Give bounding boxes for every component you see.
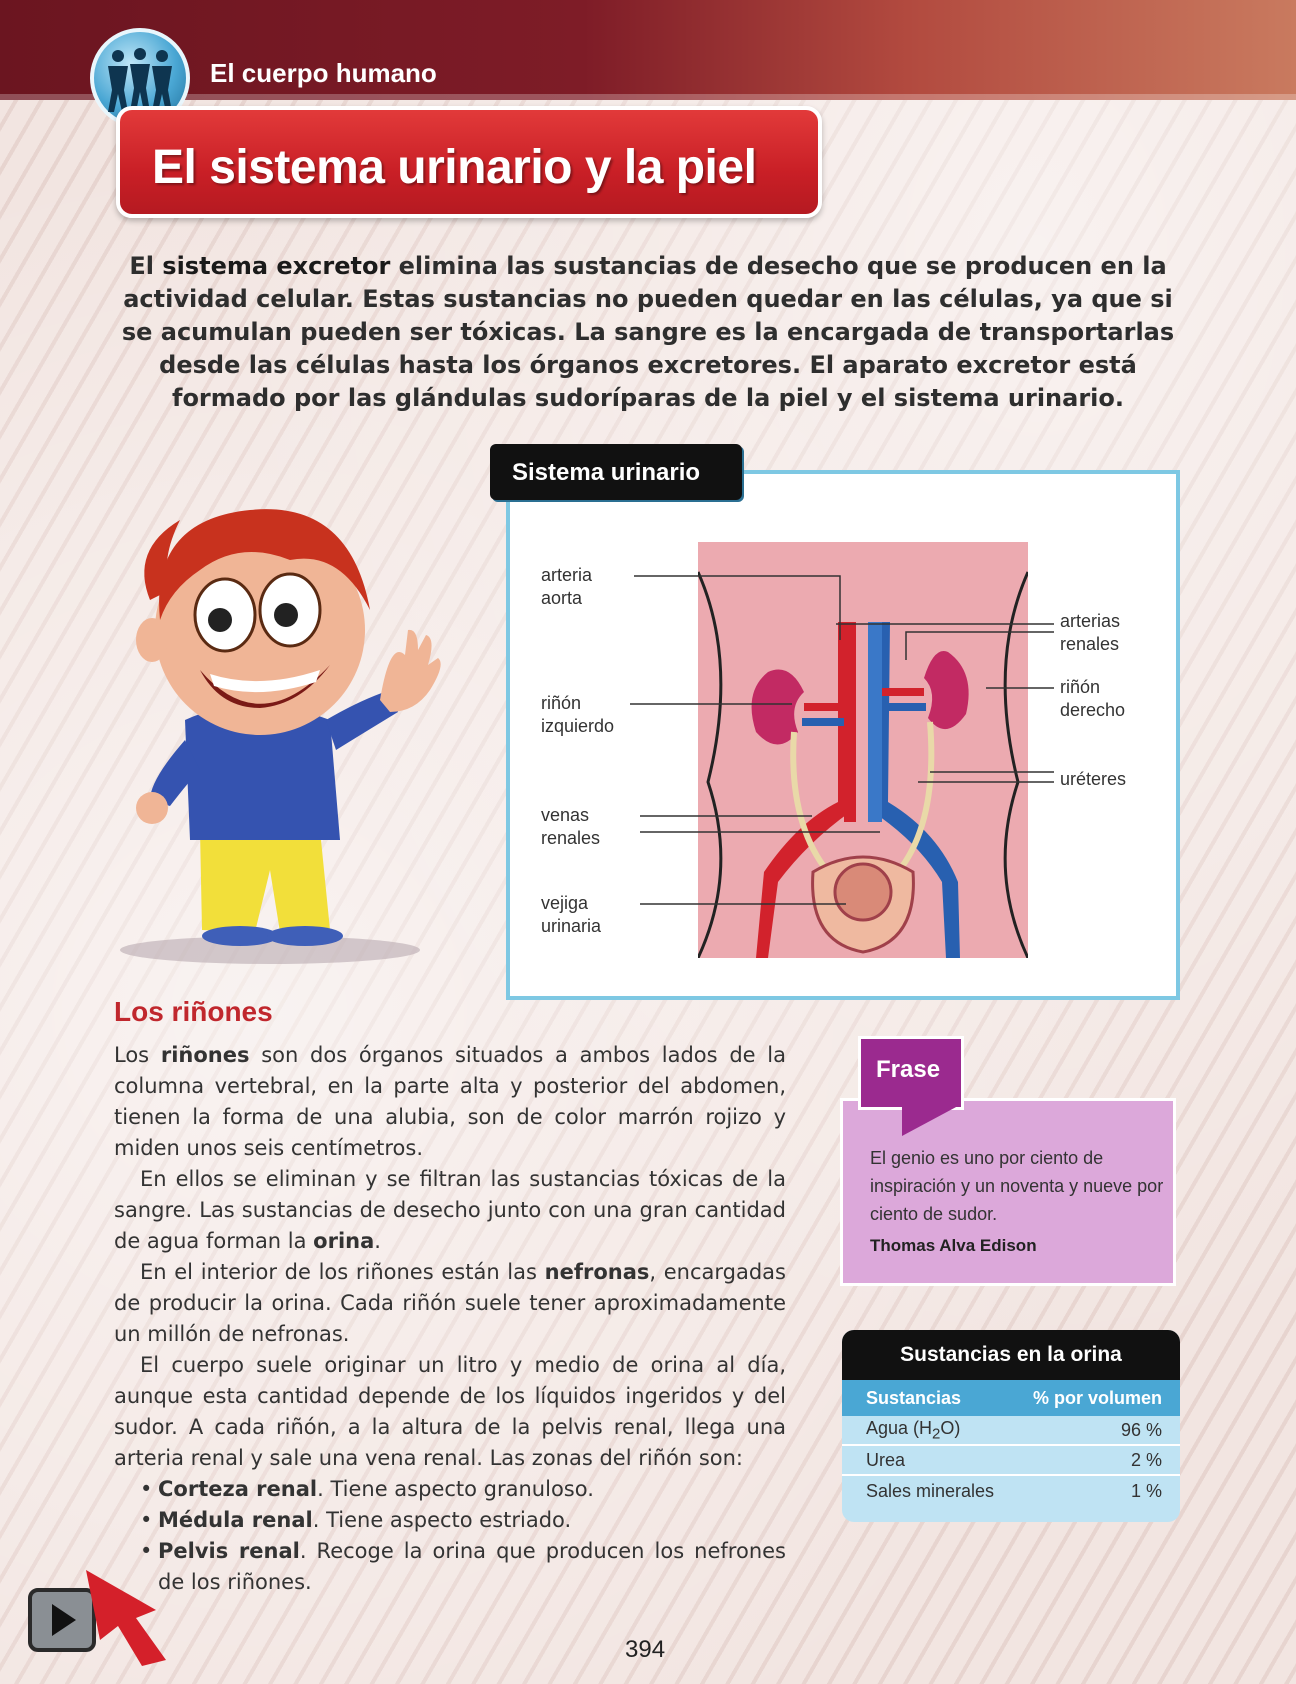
anatomy-illustration [698, 542, 1028, 958]
kidneys-heading: Los riñones [114, 996, 273, 1027]
table-row: Agua $(H_2O)$ 96 % [842, 1416, 1180, 1446]
table-row: Urea 2 % [842, 1446, 1180, 1476]
label-aorta: arteria aorta [541, 565, 593, 608]
intro-paragraph: El sistema excretor elimina las sustancias de desecho que se producen en la actividad celular. Estas sustancias no pueden quedar en las células, ya que si se acumulan pueden ser tóxicas. La sangre es la encargada de transportarlas desde las células hasta los órganos excretores. El aparato excretor está formado por las glándulas sudoríparas de la piel y el sistema urinario. [121, 252, 1175, 412]
kidneys-paragraph-4: El cuerpo suele originar un litro y medio de orina al día, aunque esta cantidad depende de los líquidos ingeridos y del sudor. A cada riñón, a la altura de la pelvis renal, llega una arteria renal y sale una vena renal. Las zonas del riñón son: [114, 1353, 786, 1470]
header-bar [0, 0, 1296, 100]
table-header [842, 1380, 1180, 1416]
list-item: • Pelvis renal. Recoge la orina que producen los nefrones de los riñones. [140, 1536, 786, 1598]
page-number: 394 [625, 1636, 666, 1663]
label-renal-veins: venas renales [541, 805, 601, 848]
quote-tab-pointer [902, 1106, 958, 1136]
label-right-kidney: riñón derecho [1060, 677, 1126, 720]
list-item: • Corteza renal. Tiene aspecto granuloso. [140, 1474, 786, 1505]
label-left-kidney: riñón izquierdo [541, 693, 615, 736]
cartoon-boy-illustration [90, 450, 450, 970]
table-col-volume: % por volumen [1032, 1387, 1162, 1408]
table-col-substances: Sustancias [866, 1387, 962, 1408]
label-renal-arteries: arterias renales [1060, 611, 1121, 654]
kidneys-paragraph-1: Los riñones son dos órganos situados a ambos lados de la columna vertebral, en la parte alta y posterior del abdomen, tienen la forma de una alubia, son de color marrón rojizo y miden unos seis centímetros. [114, 1043, 786, 1160]
quote-tab-label: Frase [876, 1056, 941, 1083]
red-arrow-icon [86, 1570, 172, 1666]
quote-text: El genio es uno por ciento de inspiración y un noventa y nueve por ciento de sudor. [870, 1148, 1164, 1224]
kidney-zones-list [114, 1474, 786, 1598]
table-row: Sales minerales 1 % [866, 1480, 1162, 1501]
list-item: • Médula renal. Tiene aspecto estriado. [140, 1505, 786, 1536]
label-bladder: vejiga urinaria [541, 893, 602, 936]
page-title: El sistema urinario y la piel [152, 141, 757, 194]
urine-substances-table [842, 1330, 1180, 1522]
diagram-title: Sistema urinario [512, 459, 701, 486]
intro-keyword: sistema excretor [162, 252, 391, 280]
label-ureters: uréteres [1060, 769, 1127, 789]
section-label: El cuerpo humano [210, 58, 437, 88]
kidneys-paragraph-3: En el interior de los riñones están las nefronas, encargadas de producir la orina. Cada riñón suele tener aproximadamente un millón de nefronas. [114, 1260, 786, 1346]
quote-author: Thomas Alva Edison [870, 1236, 1037, 1255]
kidneys-paragraph-2: En ellos se eliminan y se filtran las sustancias tóxicas de la sangre. Las sustancias de desecho junto con una gran cantidad de agua forman la orina. [114, 1167, 786, 1253]
table-title: Sustancias en la orina [842, 1330, 1180, 1380]
kidneys-text [114, 1040, 786, 1598]
